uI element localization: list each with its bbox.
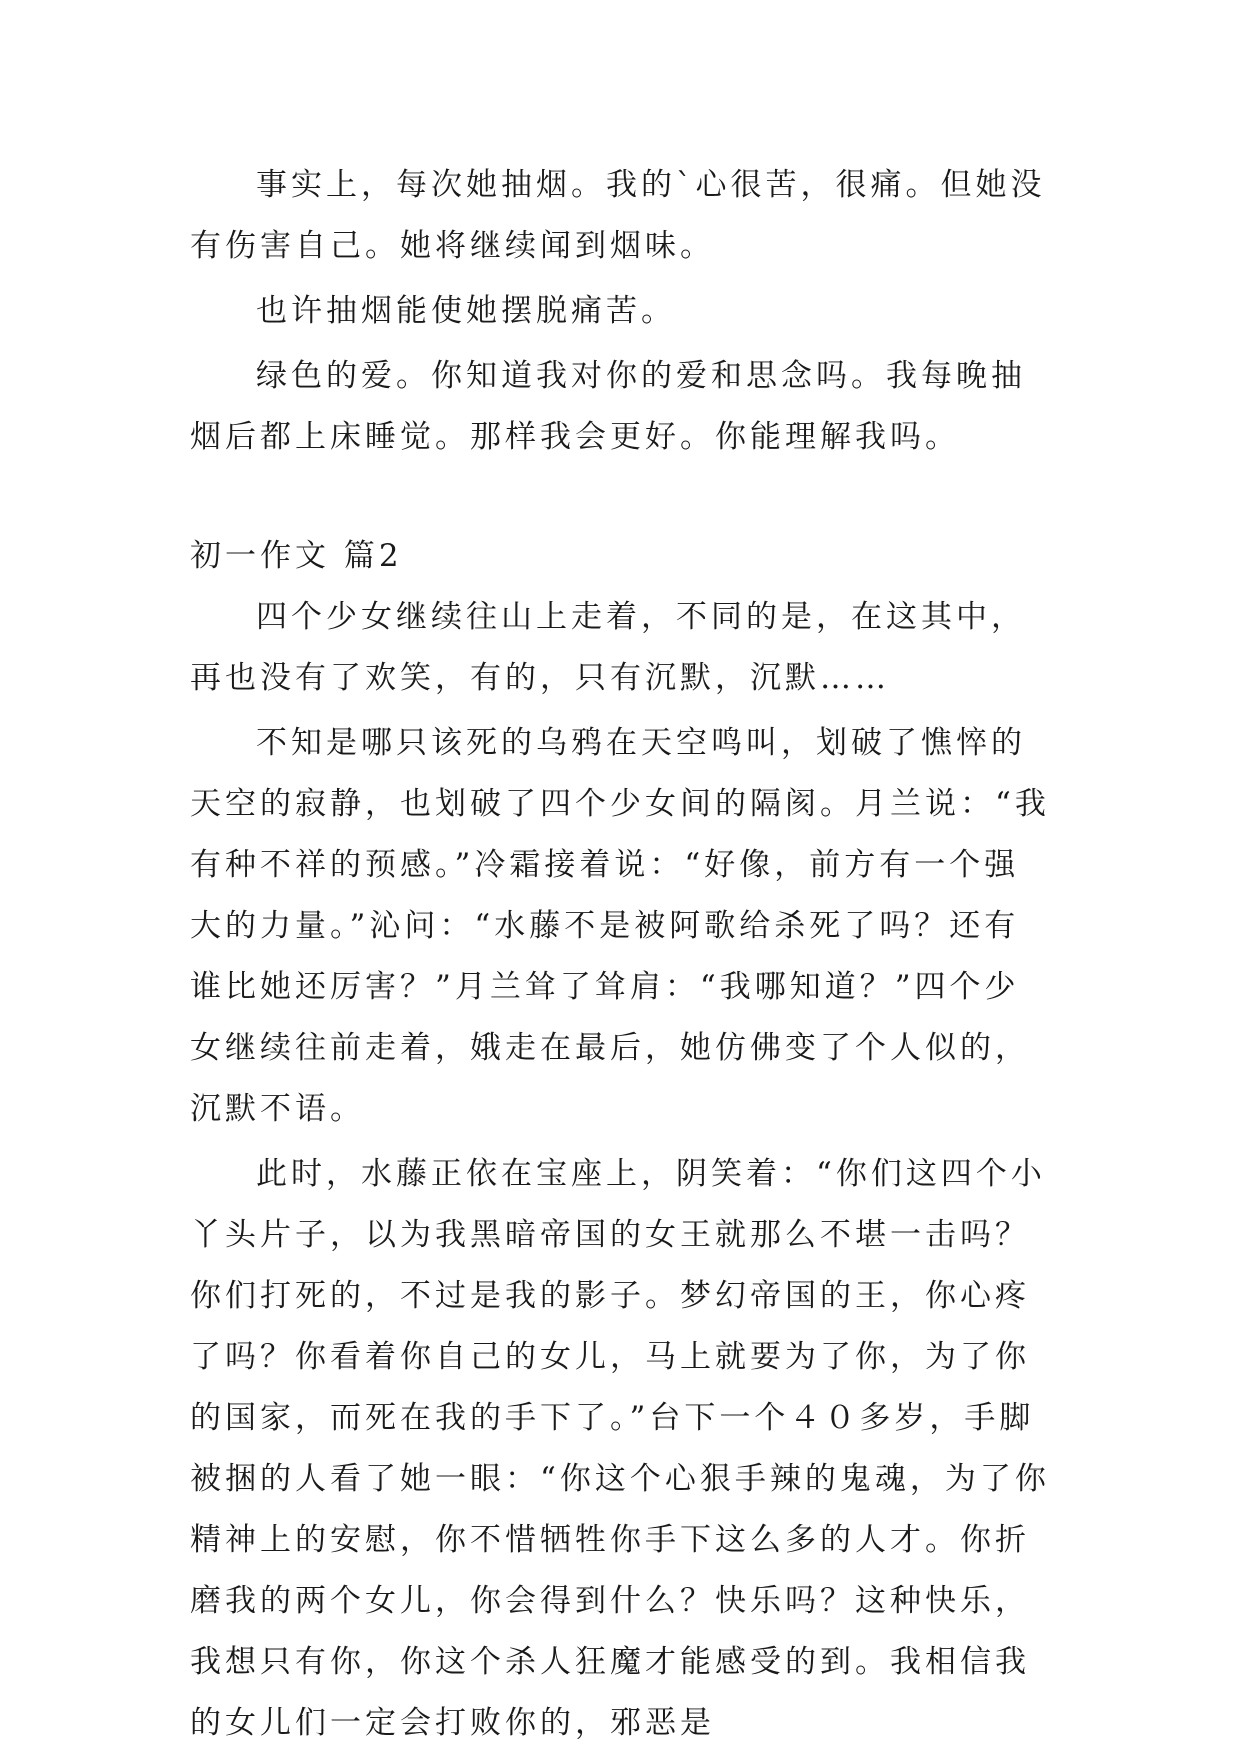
paragraph: 四个少女继续往山上走着，不同的是，在这其中，再也没有了欢笑，有的，只有沉默，沉默…… [190,599,1026,696]
paragraph: 此时，水藤正依在宝座上，阴笑着：“你们这四个小丫头片子，以为我黑暗帝国的女王就那么不堪一击吗？你们打死的，不过是我的影子。梦幻帝国的王，你心疼了吗？你看着你自己的女儿，马上就要为了你，为了你的国家，而死在我的手下了。”台下一个４０多岁，手脚被捆的人看了她一眼：“你这个心狠手辣的鬼魂，为了你精神上的安慰，你不惜牺牲你手下这么多的人才。你折磨我的两个女儿，你会得到什么？快乐吗？这种快乐，我想只有你，你这个杀人狂魔才能感受的到。我相信我的女儿们一定会打败你的，邪恶是 [190,1156,1050,1741]
section-heading: 初一作文 篇2 [190,538,403,574]
paragraph: 也许抽烟能使她摆脱痛苦。 [256,293,676,329]
document-body [190,155,1050,1758]
paragraph: 不知是哪只该死的乌鸦在天空鸣叫，划破了憔悴的天空的寂静，也划破了四个少女间的隔阂。月兰说：“我有种不祥的预感。”冷霜接着说：“好像，前方有一个强大的力量。”沁问：“水藤不是被阿歌给杀死了吗？还有谁比她还厉害？”月兰耸了耸肩：“我哪知道？”四个少女继续往前走着，娥走在最后，她仿佛变了个人似的，沉默不语。 [190,725,1050,1127]
paragraph: 事实上，每次她抽烟。我的`心很苦，很痛。但她没有伤害自己。她将继续闻到烟味。 [190,167,1046,264]
paragraph: 绿色的爱。你知道我对你的爱和思念吗。我每晚抽烟后都上床睡觉。那样我会更好。你能理解我吗。 [190,358,1026,455]
